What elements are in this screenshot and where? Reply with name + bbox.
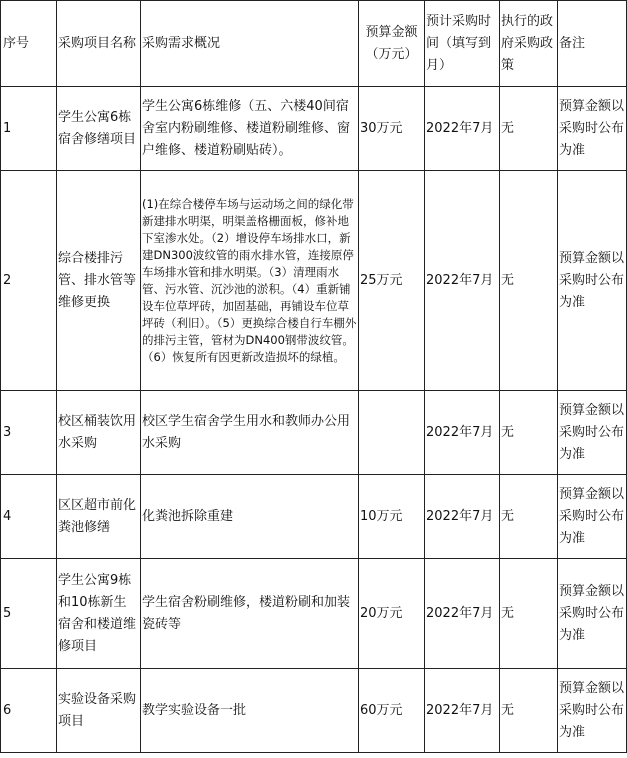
header-index: 序号 — [1, 1, 57, 87]
row-policy: 无 — [500, 559, 558, 669]
row-date: 2022年7月 — [425, 391, 500, 475]
row-policy: 无 — [500, 391, 558, 475]
row-budget: 10万元 — [359, 475, 425, 559]
header-row — [1, 1, 627, 87]
row-date: 2022年7月 — [425, 669, 500, 753]
row-index: 4 — [1, 475, 57, 559]
row-name: 综合楼排污管、排水管等维修更换 — [57, 171, 141, 391]
row-policy: 无 — [500, 475, 558, 559]
header-budget: 预算金额（万元） — [359, 1, 425, 87]
header-policy: 执行的政府采购政策 — [500, 1, 558, 87]
row-description: 学生宿舍粉刷维修，楼道粉刷和加装瓷砖等 — [141, 559, 359, 669]
row-description: (1)在综合楼停车场与运动场之间的绿化带新建排水明渠，明渠盖格栅面板，修补地下室渗水处。（2）增设停车场排水口，新建DN300波纹管的雨水排水管，连接原停车场排水管和排水明渠。（3）清理雨水管、污水管、沉沙池的淤积。（4）重新铺设车位草坪砖，加固基础，再铺设车位草坪砖（利旧）。（5）更换综合楼自行车棚外的排污主管，管材为DN400钢带波纹管。（6）恢复所有因更新改造损坏的绿植。 — [141, 171, 359, 391]
row-note: 预算金额以采购时公布为准 — [558, 391, 627, 475]
row-name: 学生公寓9栋和10栋新生宿舍和楼道维修项目 — [57, 559, 141, 669]
row-budget: 25万元 — [359, 171, 425, 391]
row-name: 学生公寓6栋宿舍修缮项目 — [57, 87, 141, 171]
row-budget: 20万元 — [359, 559, 425, 669]
row-index: 3 — [1, 391, 57, 475]
row-index: 1 — [1, 87, 57, 171]
row-note: 预算金额以采购时公布为准 — [558, 87, 627, 171]
row-note: 预算金额以采购时公布为准 — [558, 669, 627, 753]
row-budget — [359, 391, 425, 475]
row-name: 区区超市前化粪池修缮 — [57, 475, 141, 559]
table-row — [1, 87, 627, 171]
row-index: 2 — [1, 171, 57, 391]
row-date: 2022年7月 — [425, 559, 500, 669]
table-row — [1, 171, 627, 391]
table-row — [1, 391, 627, 475]
header-description: 采购需求概况 — [141, 1, 359, 87]
row-note: 预算金额以采购时公布为准 — [558, 475, 627, 559]
row-description: 教学实验设备一批 — [141, 669, 359, 753]
row-note: 预算金额以采购时公布为准 — [558, 171, 627, 391]
row-note: 预算金额以采购时公布为准 — [558, 559, 627, 669]
table-row — [1, 669, 627, 753]
row-index: 6 — [1, 669, 57, 753]
row-description: 化粪池拆除重建 — [141, 475, 359, 559]
row-name: 校区桶装饮用水采购 — [57, 391, 141, 475]
row-policy: 无 — [500, 171, 558, 391]
table-row — [1, 559, 627, 669]
row-policy: 无 — [500, 87, 558, 171]
row-index: 5 — [1, 559, 57, 669]
row-date: 2022年7月 — [425, 87, 500, 171]
row-description: 校区学生宿舍学生用水和教师办公用水采购 — [141, 391, 359, 475]
row-budget: 30万元 — [359, 87, 425, 171]
row-policy: 无 — [500, 669, 558, 753]
row-budget: 60万元 — [359, 669, 425, 753]
row-name: 实验设备采购项目 — [57, 669, 141, 753]
row-date: 2022年7月 — [425, 171, 500, 391]
row-description: 学生公寓6栋维修（五、六楼40间宿舍室内粉刷维修、楼道粉刷维修、窗户维修、楼道粉刷贴砖）。 — [141, 87, 359, 171]
table-row — [1, 475, 627, 559]
row-date: 2022年7月 — [425, 475, 500, 559]
header-note: 备注 — [558, 1, 627, 87]
header-name: 采购项目名称 — [57, 1, 141, 87]
header-date: 预计采购时间（填写到月） — [425, 1, 500, 87]
